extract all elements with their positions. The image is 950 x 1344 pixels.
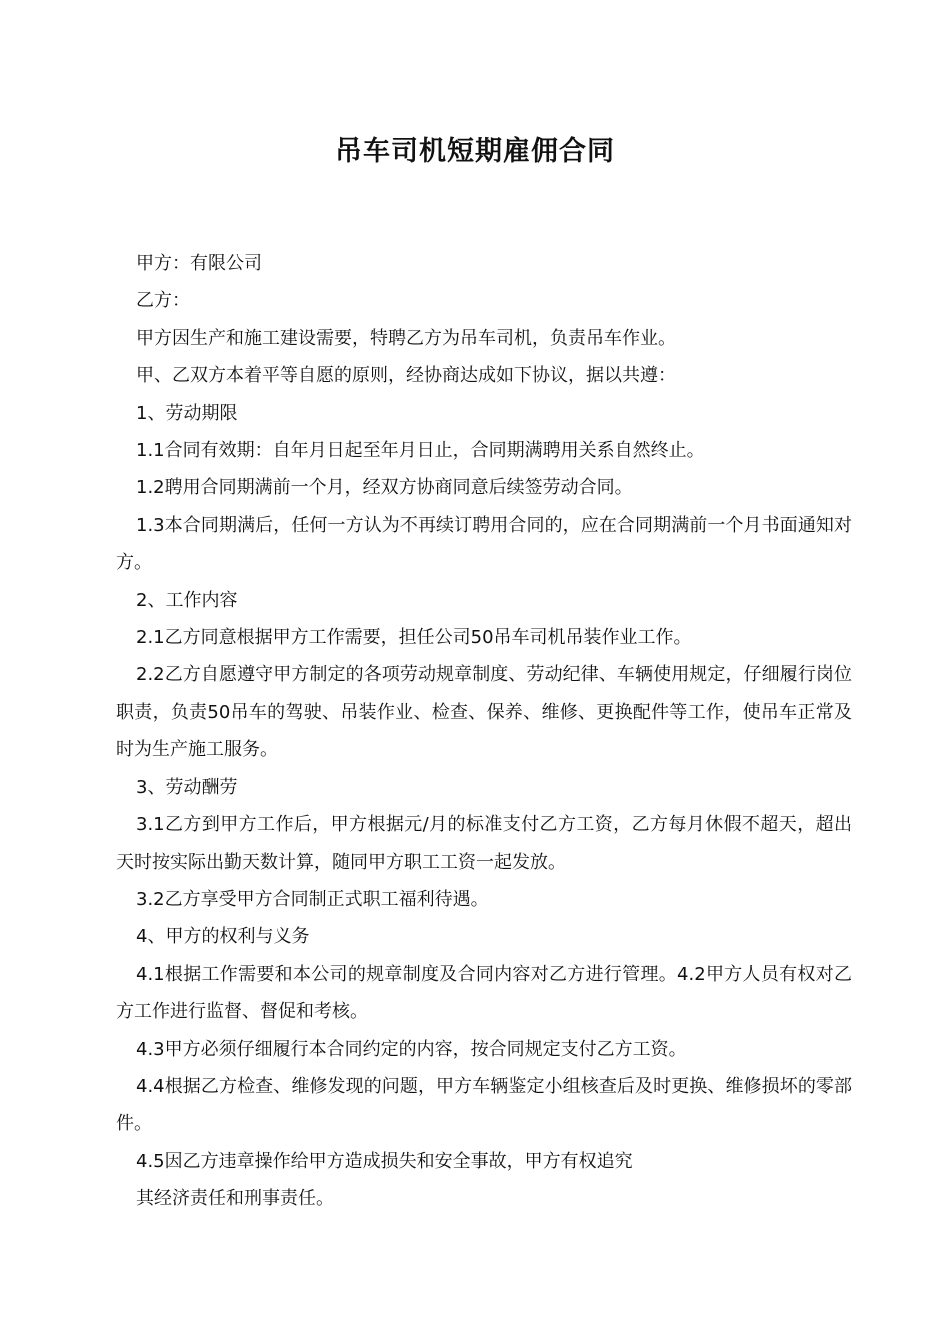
clause-1-1: 1.1合同有效期：自年月日起至年月日止，合同期满聘用关系自然终止。 [136,440,705,462]
clause-4-5: 4.5因乙方违章操作给甲方造成损失和安全事故，甲方有权追究 [136,1150,633,1172]
clause-1-3: 1.3本合同期满后，任何一方认为不再续订聘用合同的，应在合同期满前一个月书面通知对方。 [116,514,852,574]
clause-4-4: 4.4根据乙方检查、维修发现的问题，甲方车辆鉴定小组核查后及时更换、维修损坏的零部件。 [116,1075,852,1135]
intro-paragraph: 甲方因生产和施工建设需要，特聘乙方为吊车司机，负责吊车作业。 [136,327,676,349]
document-title: 吊车司机短期雇佣合同 [335,136,615,167]
section-2-heading: 2、工作内容 [136,589,238,611]
section-4-heading: 4、甲方的权利与义务 [136,926,310,948]
section-1-heading: 1、劳动期限 [136,402,238,424]
clause-2-1: 2.1乙方同意根据甲方工作需要，担任公司50吊车司机吊装作业工作。 [136,627,692,649]
clause-2-2: 2.2乙方自愿遵守甲方制定的各项劳动规章制度、劳动纪律、车辆使用规定，仔细履行岗位职责，负责50吊车的驾驶、吊装作业、检查、保养、维修、更换配件等工作，使吊车正常及时为生产施工服务。 [116,664,852,761]
clause-3-2: 3.2乙方享受甲方合同制正式职工福利待遇。 [136,888,489,910]
clause-4-1: 4.1根据工作需要和本公司的规章制度及合同内容对乙方进行管理。4.2甲方人员有权对乙方工作进行监督、督促和考核。 [116,963,852,1023]
clause-4-5-continued: 其经济责任和刑事责任。 [136,1188,334,1210]
section-3-heading: 3、劳动酬劳 [136,776,238,798]
party-b-line: 乙方： [136,290,190,312]
clause-4-3: 4.3甲方必须仔细履行本合同约定的内容，按合同规定支付乙方工资。 [136,1038,687,1060]
clause-1-2: 1.2聘用合同期满前一个月，经双方协商同意后续签劳动合同。 [136,477,633,499]
document-body [116,245,852,1218]
party-a-line: 甲方：有限公司 [136,253,262,274]
agreement-paragraph: 甲、乙双方本着平等自愿的原则，经协商达成如下协议，据以共遵： [136,365,676,387]
clause-3-1: 3.1乙方到甲方工作后，甲方根据元/月的标准支付乙方工资，乙方每月休假不超天，超出天时按实际出勤天数计算，随同甲方职工工资一起发放。 [116,814,852,873]
